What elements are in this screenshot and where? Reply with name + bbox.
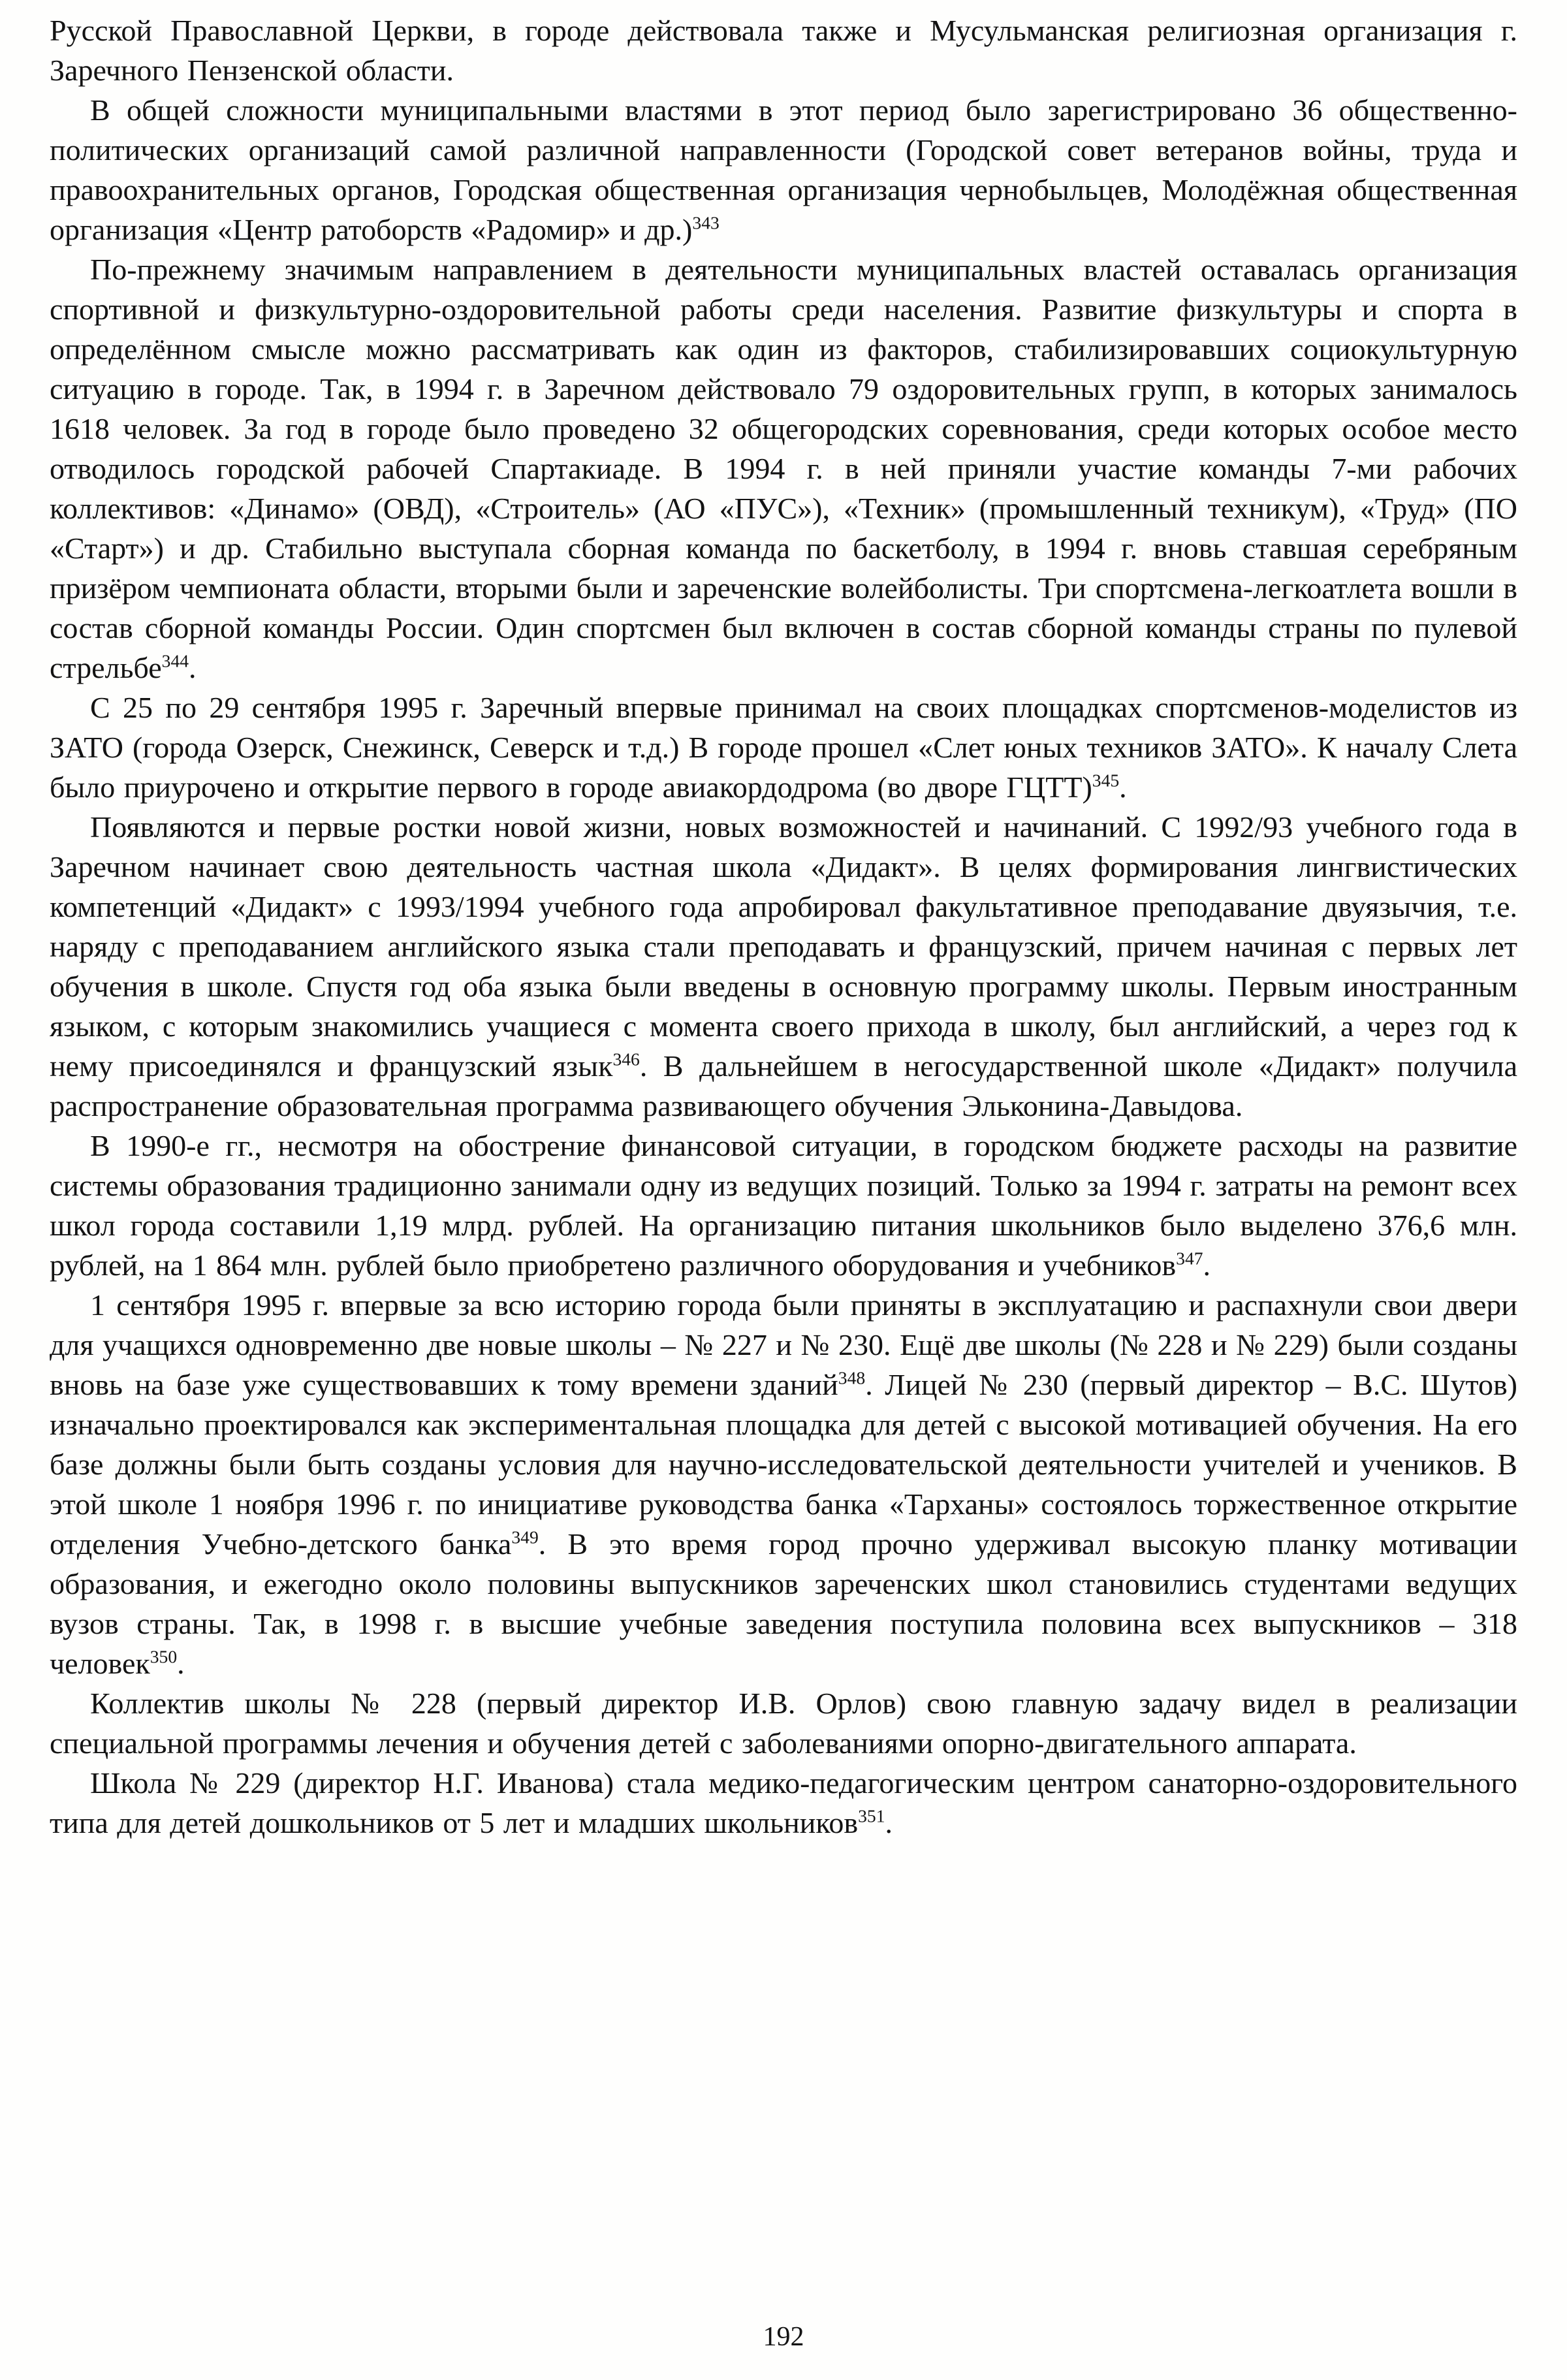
footnote-reference: 349	[511, 1527, 539, 1547]
text-run: .	[1119, 770, 1127, 804]
footnote-reference: 348	[838, 1367, 866, 1388]
paragraph	[50, 1126, 1517, 1285]
paragraph	[50, 1683, 1517, 1763]
text-run: Коллектив школы № 228 (первый директор И.В. Орлов) свою главную задачу видел в реализации специальной программы лечения и обучения детей с заболеваниями опорно-двигательного аппарата.	[50, 1687, 1517, 1760]
footnote-reference: 346	[612, 1049, 640, 1070]
text-run: . В это время город прочно удерживал высокую планку мотивации образования, и ежегодно около половины выпускников зареченских школ становились студентами ведущих вузов страны. Так, в 1998 г. в высшие учебные заведения поступила половина всех выпускников – 318 человек	[50, 1527, 1517, 1680]
text-run: . В дальнейшем в негосударственной школе «Дидакт» получила распространение образовательная программа развивающего обучения Эльконина-Давыдова.	[50, 1049, 1518, 1122]
footnote-reference: 351	[858, 1805, 885, 1826]
footnote-reference: 343	[692, 212, 720, 233]
paragraph	[50, 807, 1517, 1126]
text-run: .	[189, 651, 197, 684]
paragraph	[50, 249, 1517, 688]
text-run: .	[177, 1647, 185, 1680]
paragraph	[50, 10, 1517, 90]
text-run: 1 сентября 1995 г. впервые за всю историю города были приняты в эксплуатацию и распахнули свои двери для учащихся одновременно две новые школы – № 227 и № 230. Ещё две школы (№ 228 и № 229) были созданы вновь на базе уже существовавших к тому времени зданий	[50, 1288, 1517, 1401]
paragraph	[50, 688, 1517, 807]
footnote-reference: 347	[1176, 1248, 1203, 1269]
text-run: В общей сложности муниципальными властями в этот период было зарегистрировано 36 общественно-политических организаций самой различной направленности (Городской совет ветеранов войны, труда и правоохранительных органов, Городская общественная организация чернобыльцев, Молодёжная общественная организация «Центр ратоборств «Радомир» и др.)	[50, 93, 1517, 246]
text-run: С 25 по 29 сентября 1995 г. Заречный впервые принимал на своих площадках спортсменов-моделистов из ЗАТО (города Озерск, Снежинск, Северск и т.д.) В городе прошел «Слет юных техников ЗАТО». К началу Слета было приурочено и открытие первого в городе авиакордодрома (во дворе ГЦТТ)	[50, 691, 1517, 804]
paragraph	[50, 1285, 1517, 1683]
text-run: .	[885, 1806, 893, 1839]
text-run: Появляются и первые ростки новой жизни, новых возможностей и начинаний. С 1992/93 учебного года в Заречном начинает свою деятельность частная школа «Дидакт». В целях формирования лингвистических компетенций «Дидакт» с 1993/1994 учебного года апробировал факультативное преподавание двуязычия, т.е. наряду с преподаванием английского языка стали преподавать и французский, причем начиная с первых лет обучения в школе. Спустя год оба языка были введены в основную программу школы. Первым иностранным языком, с которым знакомились учащиеся с момента своего прихода в школу, был английский, а через год к нему присоединялся и французский язык	[50, 810, 1517, 1083]
text-run: .	[1203, 1248, 1211, 1282]
footnote-reference: 344	[161, 650, 189, 671]
footnote-reference: 350	[150, 1646, 178, 1667]
page-number: 192	[763, 2322, 804, 2352]
text-run: По-прежнему значимым направлением в деятельности муниципальных властей оставалась организация спортивной и физкультурно-оздоровительной работы среди населения. Развитие физкультуры и спорта в определённом смысле можно рассматривать как один из факторов, стабилизировавших социокультурную ситуацию в городе. Так, в 1994 г. в Заречном действовало 79 оздоровительных групп, в которых занималось 1618 человек. За год в городе было проведено 32 общегородских соревнования, среди которых особое место отводилось городской рабочей Спартакиаде. В 1994 г. в ней приняли участие команды 7-ми рабочих коллективов: «Динамо» (ОВД), «Строитель» (АО «ПУС»), «Техник» (промышленный техникум), «Труд» (ПО «Старт») и др. Стабильно выступала сборная команда по баскетболу, в 1994 г. вновь ставшая серебряным призёром чемпионата области, вторыми были и зареченские волейболисты. Три спортсмена-легкоатлета вошли в состав сборной команды России. Один спортсмен был включен в состав сборной команды страны по пулевой стрельбе	[50, 253, 1517, 684]
paragraph	[50, 1763, 1517, 1843]
text-run: Школа № 229 (директор Н.Г. Иванова) стала медико-педагогическим центром санаторно-оздоровительного типа для детей дошкольников от 5 лет и младших школьников	[50, 1766, 1517, 1839]
body-text	[50, 10, 1517, 1843]
footnote-reference: 345	[1092, 770, 1120, 791]
text-run: Русской Православной Церкви, в городе действовала также и Мусульманская религиозная организация г. Заречного Пензенской области.	[50, 14, 1517, 87]
text-run: В 1990-е гг., несмотря на обострение финансовой ситуации, в городском бюджете расходы на развитие системы образования традиционно занимали одну из ведущих позиций. Только за 1994 г. затраты на ремонт всех школ города составили 1,19 млрд. рублей. На организацию питания школьников было выделено 376,6 млн. рублей, на 1 864 млн. рублей было приобретено различного оборудования и учебников	[50, 1129, 1517, 1282]
text-run: . Лицей № 230 (первый директор – В.С. Шутов) изначально проектировался как экспериментальная площадка для детей с высокой мотивацией обучения. На его базе должны были быть созданы условия для научно-исследовательской деятельности учителей и учеников. В этой школе 1 ноября 1996 г. по инициативе руководства банка «Тарханы» состоялось торжественное открытие отделения Учебно-детского банка	[50, 1368, 1517, 1561]
paragraph	[50, 90, 1517, 249]
